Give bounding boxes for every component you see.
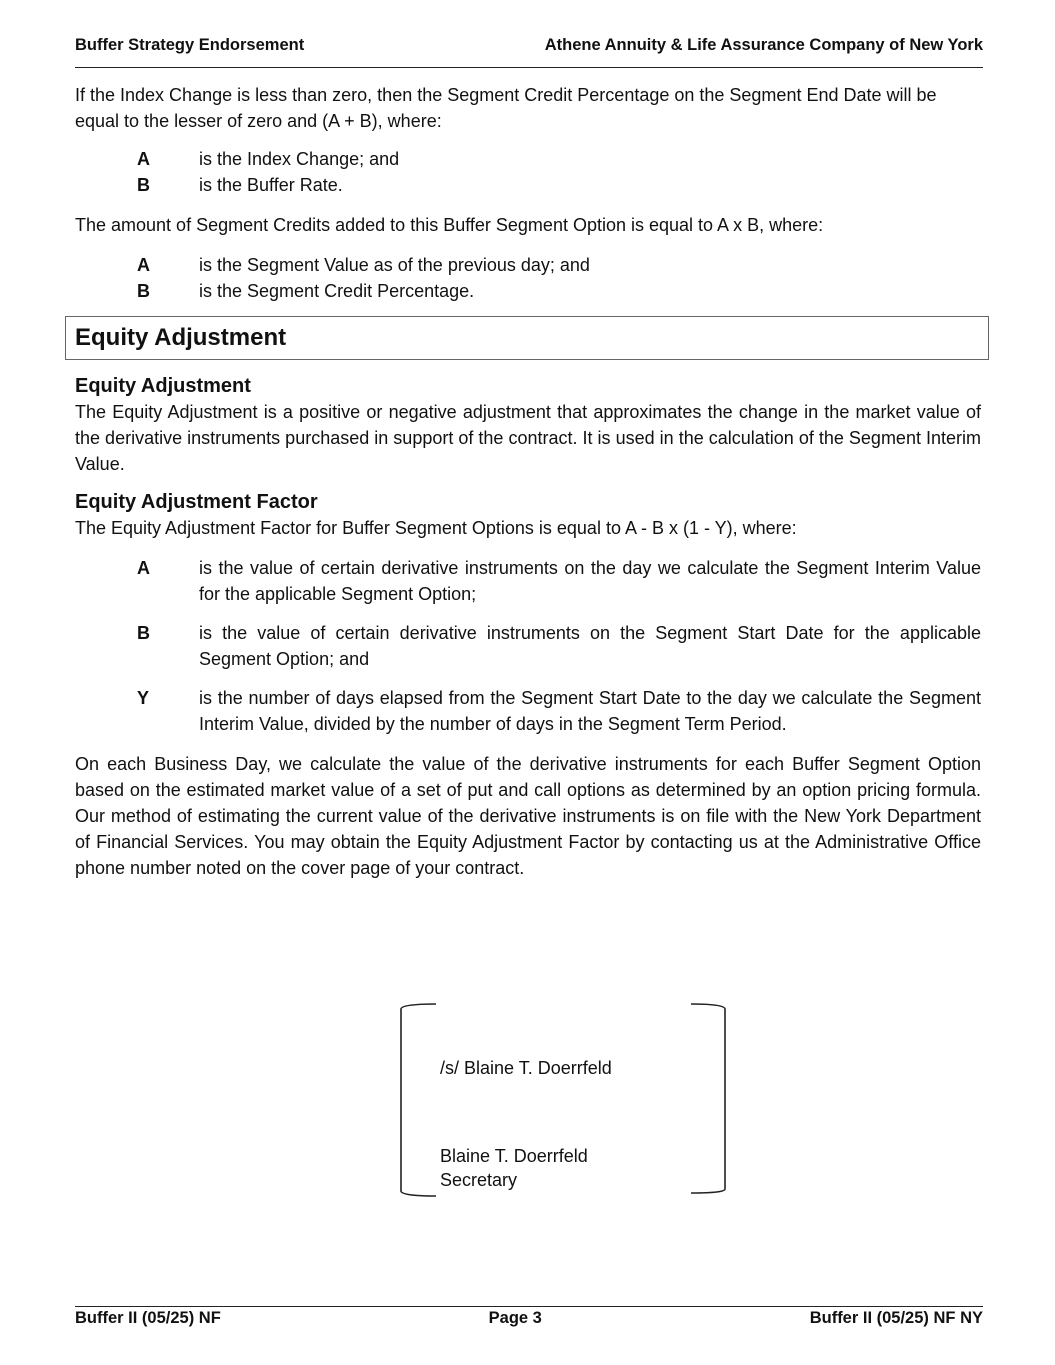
subheading-equity-adjustment-factor: Equity Adjustment Factor: [75, 491, 318, 513]
header-divider: [75, 67, 983, 68]
definition-list-1: [75, 146, 981, 198]
intro-paragraph-1: If the Index Change is less than zero, then the Segment Credit Percentage on the Segment End Date will be equal to the lesser of zero and (A + B), where:: [75, 85, 937, 131]
definition-term: B: [137, 623, 150, 643]
page-header: [75, 36, 983, 55]
section-title-box: [65, 316, 989, 360]
definition-desc: is the number of days elapsed from the Segment Start Date to the day we calculate the Segment Interim Value, divided by the number of days in the Segment Term Period.: [199, 688, 981, 734]
footer-left: Buffer II (05/25) NF: [75, 1309, 221, 1327]
signature-name: Blaine T. Doerrfeld: [440, 1146, 588, 1166]
definition-item: [75, 278, 981, 304]
definition-term: Y: [137, 688, 150, 708]
page-number: Page 3: [488, 1309, 542, 1327]
definition-term: A: [137, 558, 150, 578]
signature-signed: /s/ Blaine T. Doerrfeld: [440, 1058, 612, 1078]
definition-term: B: [137, 281, 150, 301]
equity-adjustment-factor-paragraph: The Equity Adjustment Factor for Buffer Segment Options is equal to A - B x (1 - Y), where:: [75, 518, 797, 538]
definition-desc: is the Index Change; and: [199, 149, 400, 169]
definition-item: [75, 146, 981, 172]
section-title: Equity Adjustment: [75, 324, 287, 351]
definition-term: B: [137, 175, 150, 195]
equity-adjustment-content: [75, 373, 981, 881]
signature-block: [400, 1003, 728, 1198]
definition-item: [75, 555, 981, 607]
intro-content: [75, 82, 981, 304]
equity-adjustment-paragraph: The Equity Adjustment is a positive or negative adjustment that approximates the change in the market value of the derivative instruments purchased in support of the contract. It is used in the calculation of the Segment Interim Value.: [75, 402, 981, 474]
definition-term: A: [137, 149, 150, 169]
header-left: Buffer Strategy Endorsement: [75, 36, 305, 54]
definition-term: A: [137, 255, 150, 275]
closing-paragraph: On each Business Day, we calculate the value of the derivative instruments for each Buffer Segment Option based on the estimated market value of a set of put and call options as determined by an option pricing formula. Our method of estimating the current value of the derivative instruments is on file with the New York Department of Financial Services. You may obtain the Equity Adjustment Factor by contacting us at the Administrative Office phone number noted on the cover page of your contract.: [75, 754, 981, 878]
definition-item: [75, 685, 981, 737]
definition-desc: is the Segment Credit Percentage.: [199, 281, 475, 301]
page-footer: [75, 1309, 983, 1328]
definition-item: [75, 172, 981, 198]
definition-desc: is the Buffer Rate.: [199, 175, 343, 195]
signature-title: Secretary: [440, 1170, 518, 1190]
subheading-equity-adjustment: Equity Adjustment: [75, 375, 251, 397]
definition-desc: is the Segment Value as of the previous day; and: [199, 255, 590, 275]
definition-item: [75, 252, 981, 278]
definition-desc: is the value of certain derivative instruments on the day we calculate the Segment Interim Value for the applicable Segment Option;: [199, 558, 981, 604]
footer-divider: [75, 1306, 983, 1307]
header-right: Athene Annuity & Life Assurance Company of New York: [544, 36, 983, 54]
intro-paragraph-2: The amount of Segment Credits added to this Buffer Segment Option is equal to A x B, where:: [75, 215, 824, 235]
footer-right: Buffer II (05/25) NF NY: [809, 1309, 983, 1327]
definition-desc: is the value of certain derivative instruments on the Segment Start Date for the applicable Segment Option; and: [199, 623, 981, 669]
definition-item: [75, 620, 981, 672]
definition-list-3: [75, 555, 981, 737]
definition-list-2: [75, 252, 981, 304]
